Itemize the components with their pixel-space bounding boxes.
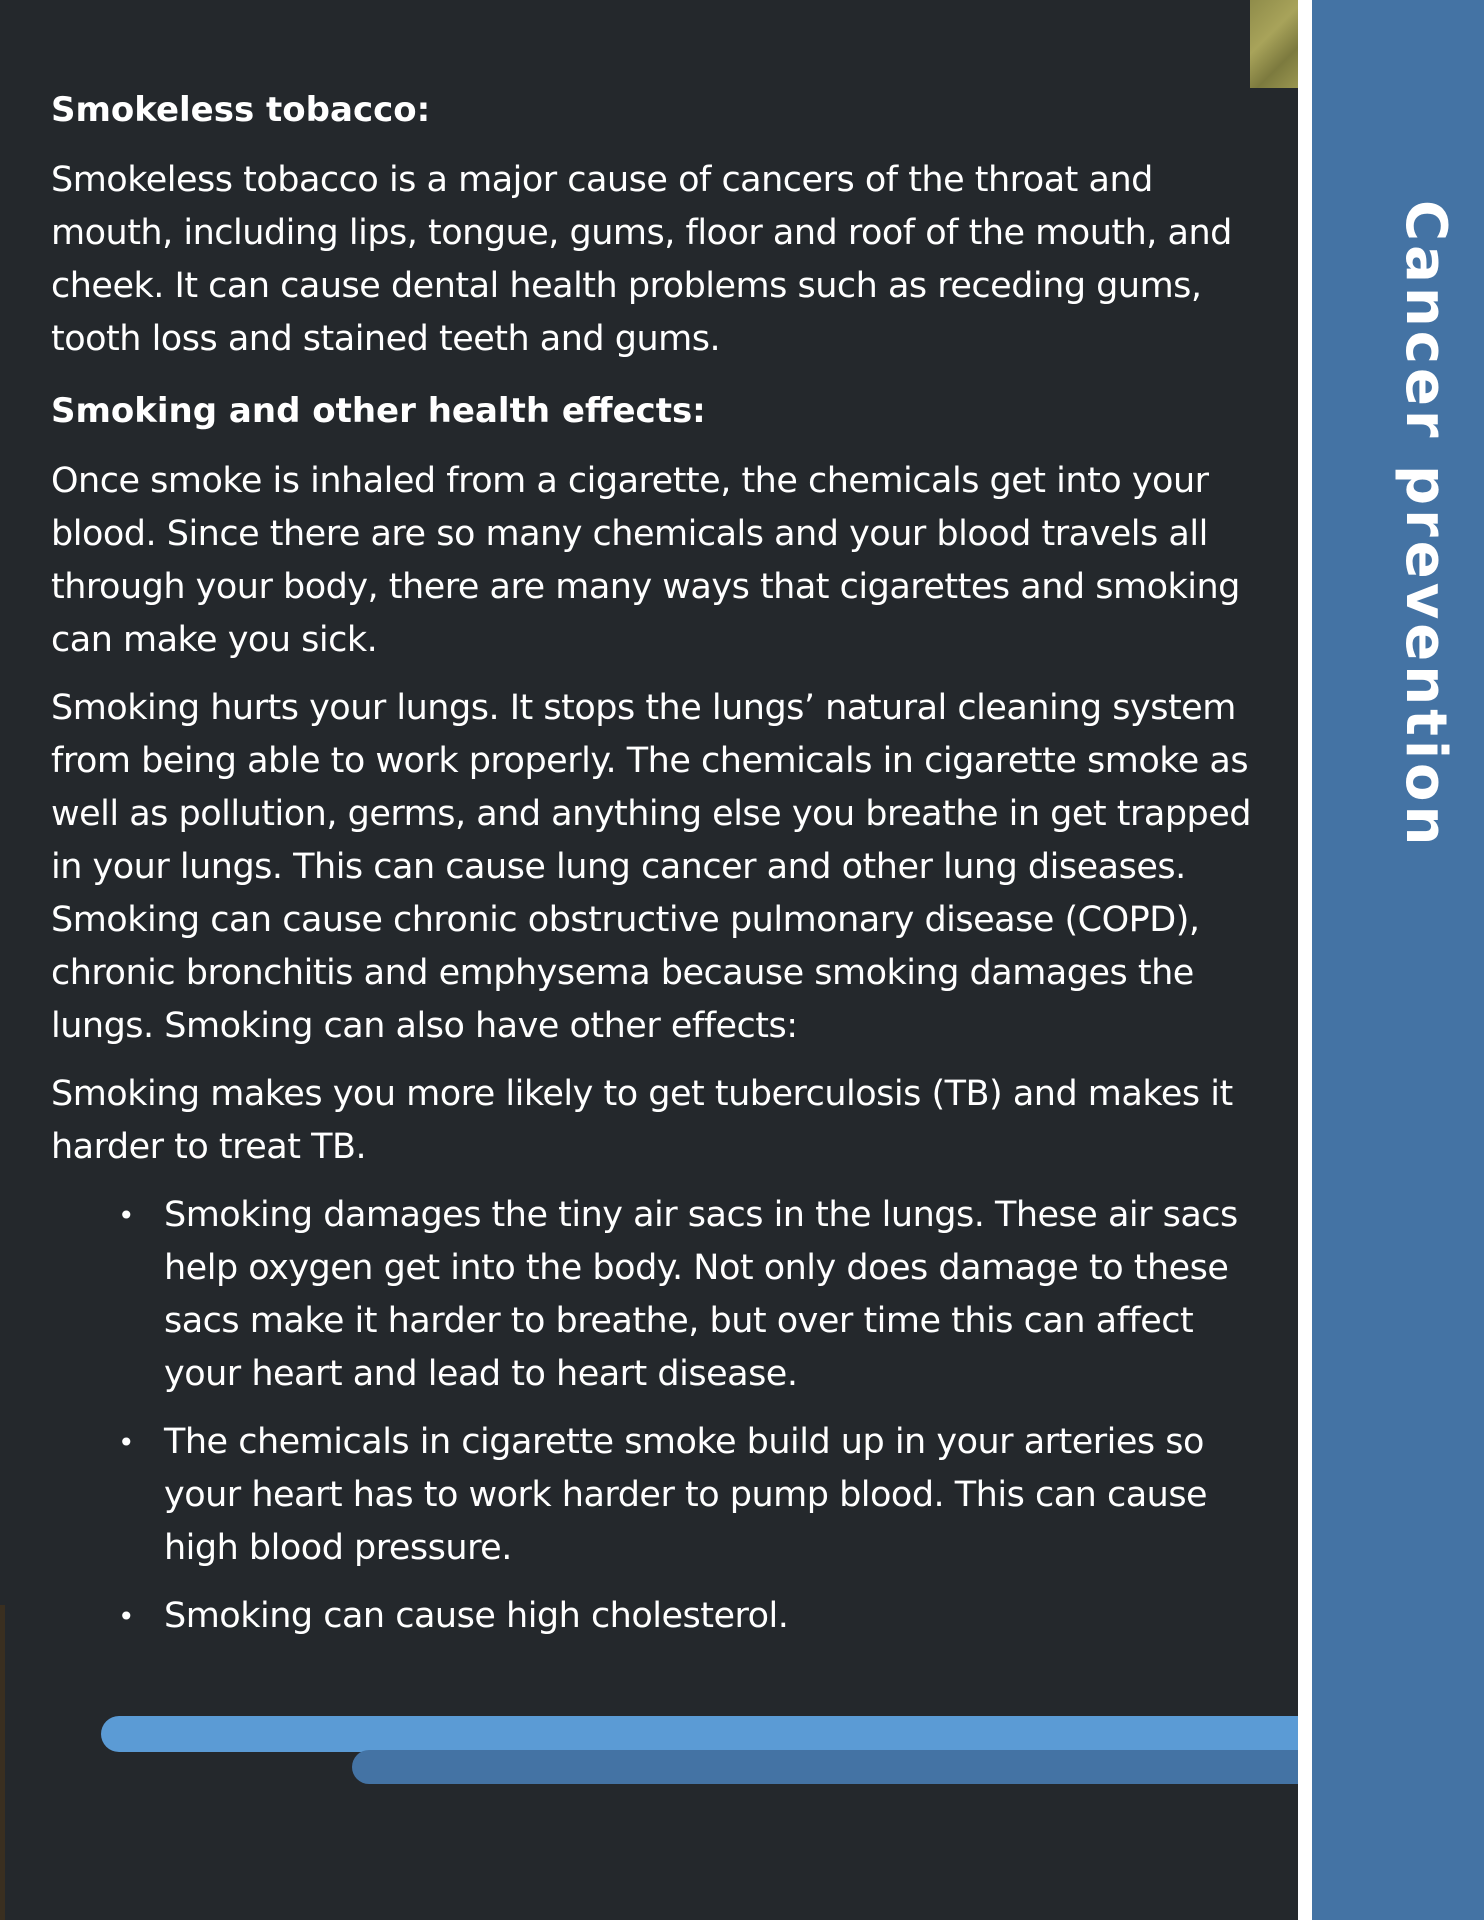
- photo-strip: [1250, 0, 1298, 88]
- accent-bar-dark: [352, 1750, 1298, 1784]
- bullet-text: Smoking can cause high cholesterol.: [164, 1596, 789, 1636]
- bullet-text: Smoking damages the tiny air sacs in the lungs. These air sacs help oxygen get into the body. Not only does damage to these sacs make it harder to breathe, but over time this can affect your heart and lead to heart disease.: [164, 1195, 1238, 1394]
- smokeless-heading: Smokeless tobacco:: [51, 90, 431, 130]
- sidebar-title: Cancer prevention: [1393, 200, 1458, 850]
- health-effects-bullet-list: [51, 1189, 1251, 1643]
- bullet-icon: •: [118, 1199, 135, 1232]
- health-effects-paragraph-2: Smoking hurts your lungs. It stops the lungs’ natural cleaning system from being able to work properly. The chemicals in cigarette smoke as well as pollution, germs, and anything else you breathe in get trapped in your lungs. This can cause lung cancer and other lung diseases. Smoking can cause chronic obstructive pulmonary disease (COPD), chronic bronchitis and emphysema because smoking damages the lungs. Smoking can also have other effects:: [51, 688, 1252, 1046]
- accent-bar-light: [101, 1716, 1298, 1752]
- health-effects-paragraph-1: Once smoke is inhaled from a cigarette, the chemicals get into your blood. Since there are so many chemicals and your blood travels all through your body, there are many ways that cigarettes and smoking can make you sick.: [51, 461, 1240, 660]
- sidebar-divider: [1298, 0, 1312, 1920]
- list-item: [118, 1590, 1251, 1643]
- list-item: [118, 1416, 1251, 1575]
- list-item: [118, 1189, 1251, 1401]
- smokeless-paragraph: Smokeless tobacco is a major cause of cancers of the throat and mouth, including lips, tongue, gums, floor and roof of the mouth, and cheek. It can cause dental health problems such as receding gums, tooth loss and stained teeth and gums.: [51, 160, 1232, 359]
- bullet-text: The chemicals in cigarette smoke build up in your arteries so your heart has to work harder to pump blood. This can cause high blood pressure.: [164, 1422, 1208, 1568]
- health-effects-heading: Smoking and other health effects:: [51, 391, 706, 431]
- left-edge-image: [0, 1605, 5, 1920]
- document-content: [51, 80, 1251, 1658]
- health-effects-paragraph-3: Smoking makes you more likely to get tuberculosis (TB) and makes it harder to treat TB.: [51, 1074, 1233, 1167]
- bullet-icon: •: [118, 1600, 135, 1633]
- bullet-icon: •: [118, 1426, 135, 1459]
- sidebar: [1312, 0, 1484, 1920]
